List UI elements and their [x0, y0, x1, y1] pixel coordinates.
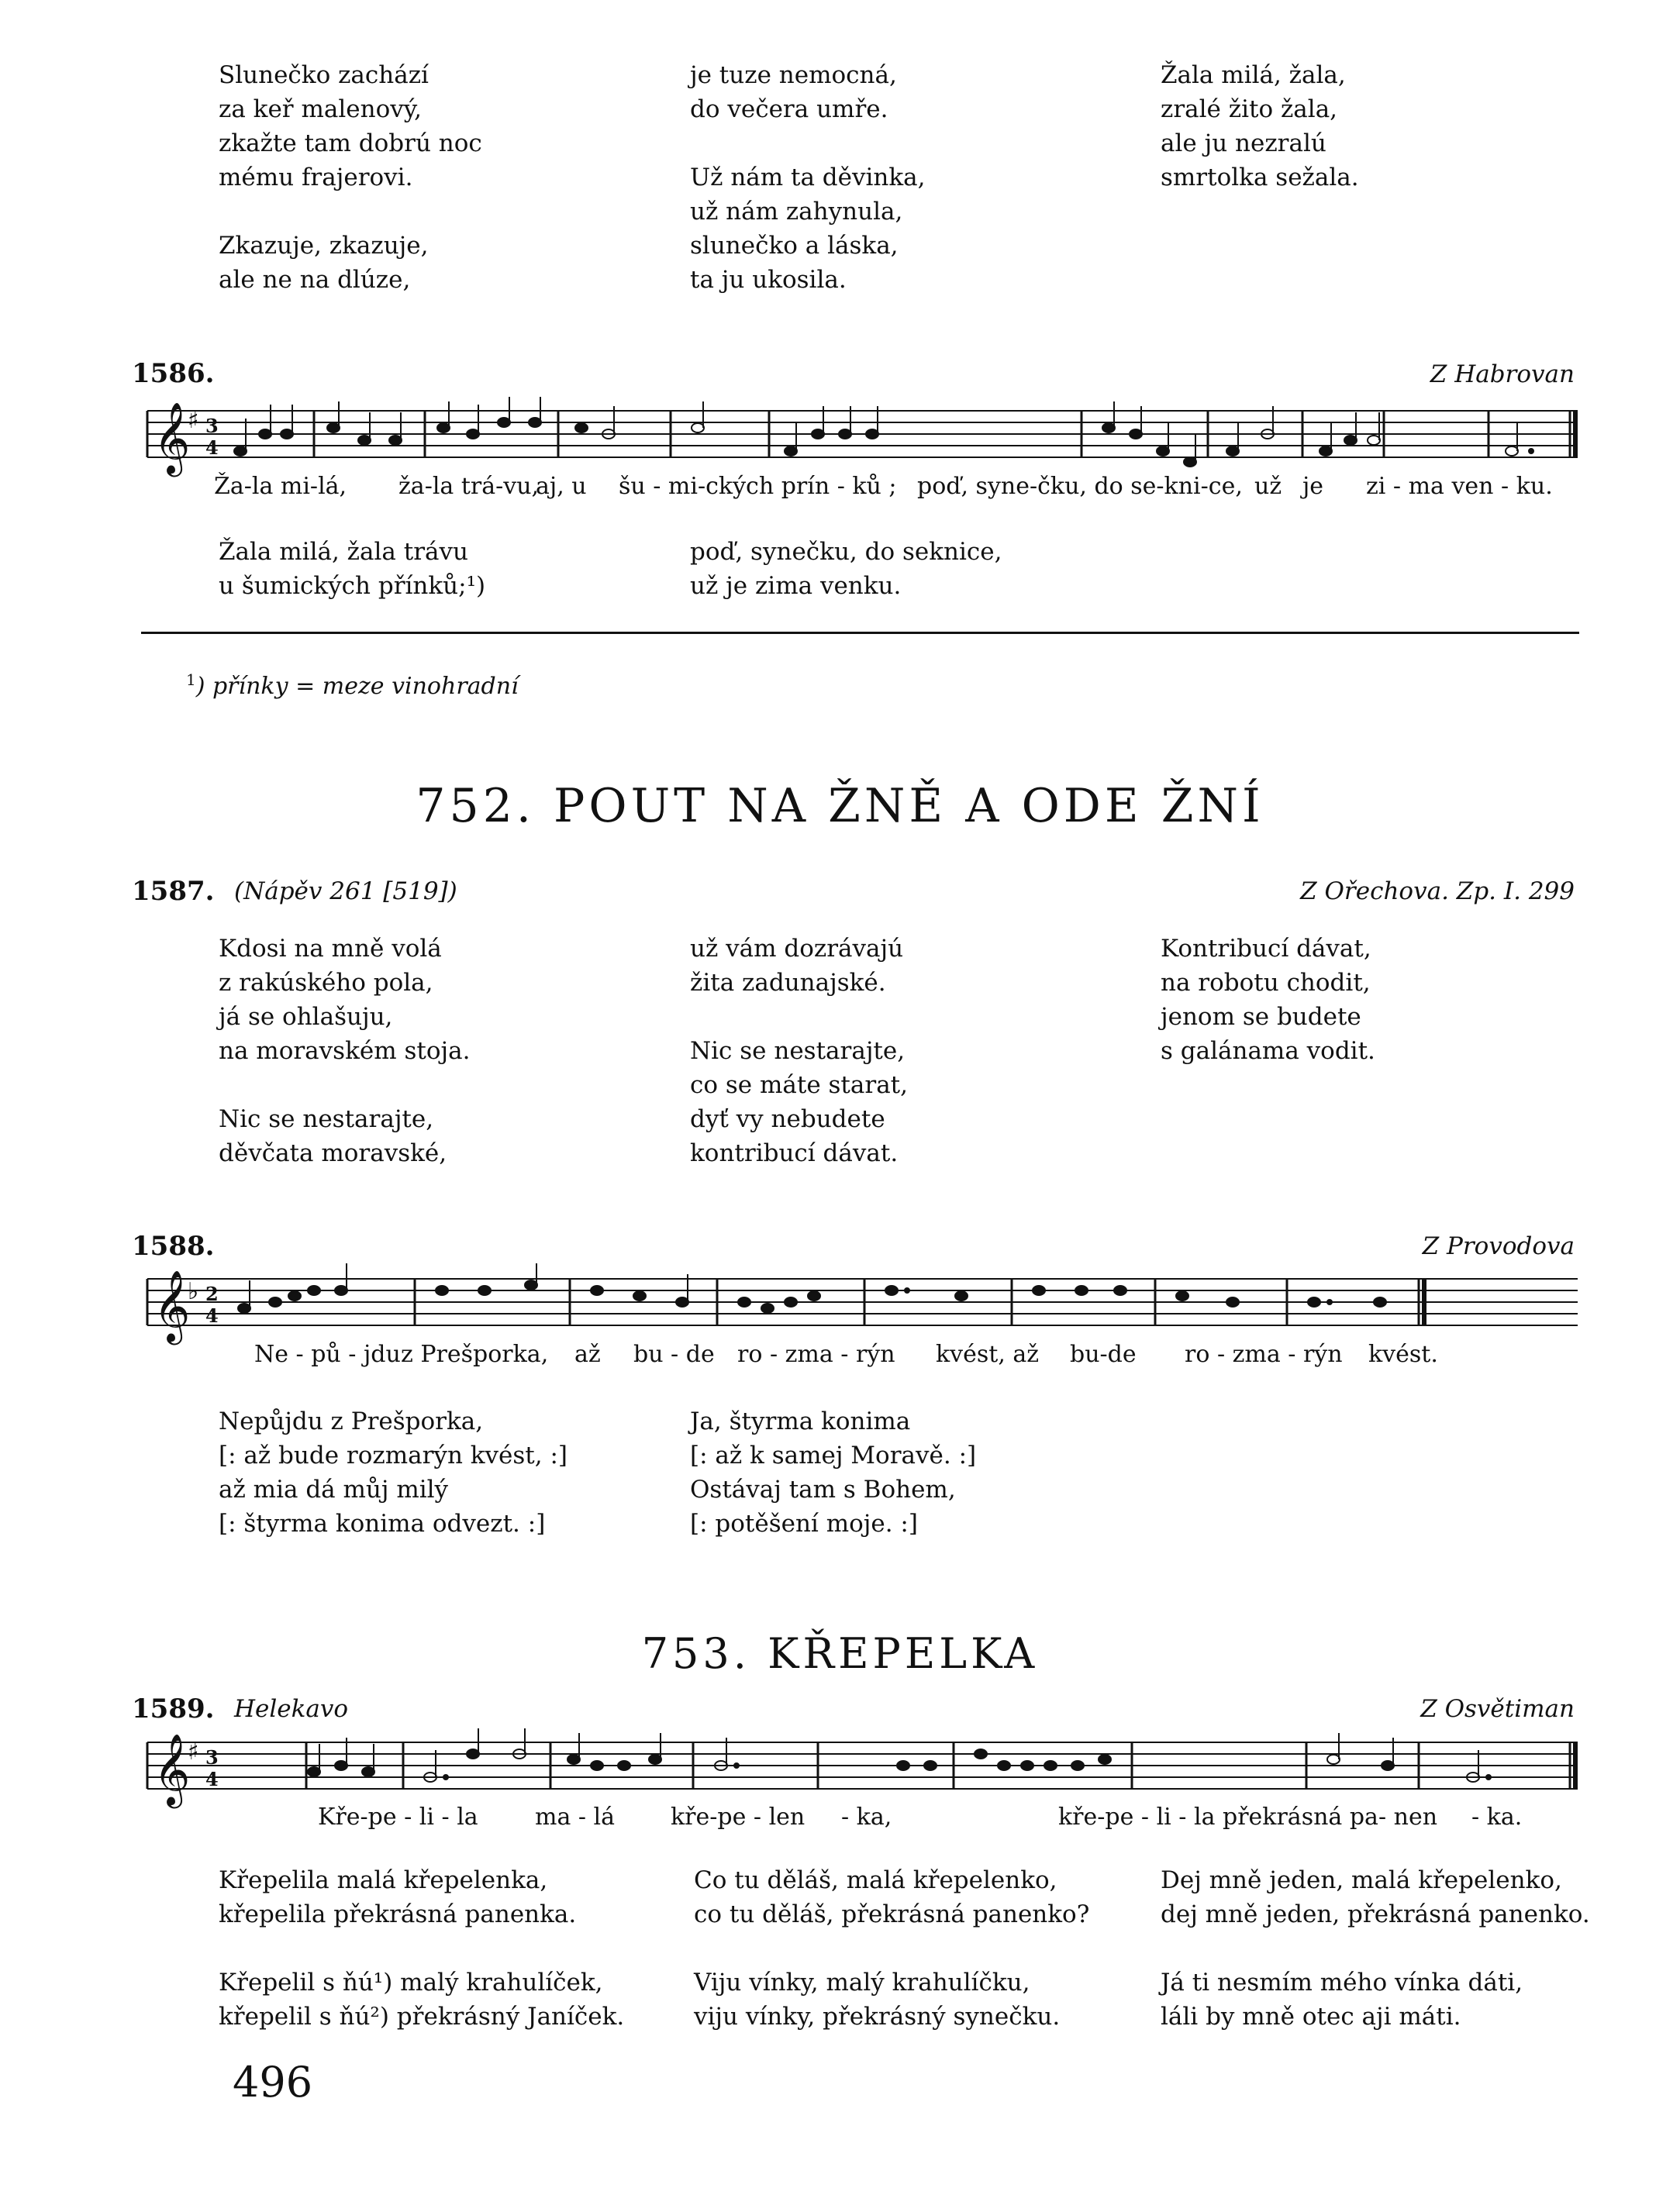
- stanza-1587-col1: [219, 932, 470, 1170]
- song-number-1589: 1589.: [132, 1693, 215, 1724]
- svg-text:𝄞: 𝄞: [154, 401, 191, 474]
- stanza-line: ta ju ukosila.: [690, 266, 847, 294]
- stanza-1587-col2: [690, 932, 908, 1170]
- lyric-syllables: kře-pe - len: [671, 1804, 806, 1831]
- song-place-1586: Z Habrovan: [1430, 360, 1575, 388]
- stanza-line: zkažte tam dobrú noc: [219, 129, 482, 157]
- page-number: 496: [233, 2058, 313, 2107]
- lyrics-1589: [0, 1804, 1680, 1842]
- stanza-line: [: štyrma konima odvezt. :]: [219, 1510, 546, 1538]
- song-place-1587: Z Ořechova. Zp. I. 299: [1300, 877, 1575, 905]
- stanza-line: už je zima venku.: [690, 572, 902, 600]
- lyric-syllables: ro - zma - rýn: [737, 1341, 895, 1368]
- svg-text:♯: ♯: [188, 407, 199, 434]
- lyric-syllables: z Prešporka,: [401, 1341, 549, 1368]
- stanza-line: za keř malenový,: [219, 95, 423, 123]
- stanza-line: Už nám ta děvinka,: [690, 164, 926, 191]
- song-place-1588: Z Provodova: [1422, 1232, 1575, 1260]
- lyric-syllables: zi - ma ven - ku.: [1366, 473, 1553, 500]
- stanza-line: do večera umře.: [690, 95, 888, 123]
- lyric-syllables: šu - mi-ckých prín - ků ;: [619, 473, 897, 500]
- lyric-syllables: aj, u: [536, 473, 587, 500]
- stanza-line: láli by mně otec aji máti.: [1161, 2003, 1461, 2031]
- stanza-line: [: potěšení moje. :]: [690, 1510, 918, 1538]
- stanza-line: na moravském stoja.: [219, 1037, 471, 1065]
- stanza-1588-col2: [690, 1404, 976, 1541]
- stanza-line: co se máte starat,: [690, 1071, 908, 1099]
- stanza-gap: [694, 1931, 1089, 1966]
- stanza-line: dyť vy nebudete: [690, 1105, 885, 1133]
- stanza-line: Křepelila malá křepelenka,: [219, 1866, 548, 1894]
- stanza-line: slunečko a láska,: [690, 232, 899, 260]
- section-title-753: 753. KŘEPELKA: [641, 1629, 1039, 1678]
- stanza-line: Křepelil s ňú¹) malý krahulíček,: [219, 1969, 603, 1997]
- footnote-rule: [141, 632, 1579, 634]
- lyric-syllables: kvést.: [1368, 1341, 1438, 1368]
- stanza-line: Ja, štyrma konima: [690, 1407, 911, 1435]
- stanza-gap: [219, 1931, 624, 1966]
- footnote-text: ) přínky = meze vinohradní: [195, 673, 519, 700]
- stanza-line: Já ti nesmím mého vínka dáti,: [1161, 1969, 1523, 1997]
- stanza-line: Žala milá, žala,: [1161, 61, 1346, 89]
- lyric-syllables: ma - lá: [535, 1804, 616, 1831]
- lyric-syllables: bu - de: [633, 1341, 715, 1368]
- svg-text:4: 4: [205, 1304, 219, 1327]
- song-number-1588: 1588.: [132, 1231, 215, 1262]
- stanza-1587-col3: [1161, 932, 1375, 1068]
- stanza-line: Nic se nestarajte,: [219, 1105, 434, 1133]
- lyrics-1586: [0, 473, 1680, 512]
- stanza-line: [: až k samej Moravě. :]: [690, 1442, 977, 1469]
- stanza-1589-col2: [694, 1863, 1089, 2034]
- stanza-line: dej mně jeden, překrásná panenko.: [1161, 1900, 1590, 1928]
- stanza-line: co tu děláš, překrásná panenko?: [694, 1900, 1090, 1928]
- footnote-marker: 1: [186, 670, 196, 689]
- stanza-gap: [219, 195, 482, 229]
- stanza-line: mému frajerovi.: [219, 164, 413, 191]
- stanza-gap: [219, 1068, 470, 1102]
- stanza-line: Co tu děláš, malá křepelenko,: [694, 1866, 1057, 1894]
- stanza-line: Kdosi na mně volá: [219, 935, 442, 963]
- lyric-syllables: kvést, až: [936, 1341, 1040, 1368]
- stanza-line: žita zadunajské.: [690, 969, 886, 997]
- svg-text:♭: ♭: [188, 1278, 199, 1305]
- stanza-line: z rakúského pola,: [219, 969, 433, 997]
- music-staff-1586: [140, 395, 1582, 481]
- music-staff-1589: [140, 1727, 1582, 1812]
- lyric-syllables: bu-de: [1070, 1341, 1137, 1368]
- svg-text:3: 3: [205, 1746, 219, 1769]
- stanza-line: jenom se budete: [1161, 1003, 1361, 1031]
- svg-text:2: 2: [205, 1283, 219, 1305]
- lyric-syllables: - ka,: [841, 1804, 892, 1831]
- stanza-line: Kontribucí dávat,: [1161, 935, 1371, 963]
- stanza-line: Nepůjdu z Prešporka,: [219, 1407, 484, 1435]
- lyric-syllables: Ne - pů - jdu: [254, 1341, 401, 1368]
- stanza-line: už vám dozrávajú: [690, 935, 904, 963]
- svg-text:𝄞: 𝄞: [154, 1733, 191, 1805]
- lyric-syllables: je: [1302, 473, 1324, 500]
- top-stanza-col3: [1161, 58, 1359, 195]
- stanza-line: Zkazuje, zkazuje,: [219, 232, 429, 260]
- section-title-752: 752. POUT NA ŽNĚ A ODE ŽNÍ: [416, 779, 1264, 833]
- svg-text:♯: ♯: [188, 1738, 199, 1766]
- top-stanza-col2: [690, 58, 926, 297]
- stanza-line: Slunečko zachází: [219, 61, 429, 89]
- stanza-line: děvčata moravské,: [219, 1139, 447, 1167]
- stanza-line: Viju vínky, malý krahulíčku,: [694, 1969, 1030, 1997]
- stanza-1589-col3: [1161, 1863, 1590, 2034]
- stanza-line: s galánama vodit.: [1161, 1037, 1375, 1065]
- lyric-syllables: - nen: [1378, 1804, 1438, 1831]
- lyric-syllables: Kře-pe - li - la: [318, 1804, 478, 1831]
- stanza-line: Žala milá, žala trávu: [219, 538, 468, 566]
- lyric-syllables: ža-la trá-vu,: [398, 473, 540, 500]
- stanza-1589-col1: [219, 1863, 624, 2034]
- stanza-line: Nic se nestarajte,: [690, 1037, 906, 1065]
- song-ref-1589: Helekavo: [234, 1695, 349, 1723]
- stanza-line: je tuze nemocná,: [690, 61, 897, 89]
- lyrics-1588: [0, 1341, 1680, 1380]
- stanza-1586-col1: [219, 535, 485, 603]
- stanza-gap: [1161, 1931, 1590, 1966]
- stanza-line: ale ne na dlúze,: [219, 266, 411, 294]
- lyric-syllables: poď, syne-čku, do se-kni-ce,: [917, 473, 1243, 500]
- svg-text:4: 4: [205, 1768, 219, 1790]
- stanza-line: kontribucí dávat.: [690, 1139, 899, 1167]
- stanza-line: [: až bude rozmarýn kvést, :]: [219, 1442, 568, 1469]
- lyric-syllables: - ka.: [1471, 1804, 1523, 1831]
- song-number-1586: 1586.: [132, 358, 215, 389]
- stanza-gap: [690, 1000, 908, 1034]
- lyric-syllables: už: [1254, 473, 1282, 500]
- stanza-line: až mia dá můj milý: [219, 1476, 449, 1504]
- music-staff-1588: [140, 1263, 1582, 1349]
- stanza-line: už nám zahynula,: [690, 198, 903, 226]
- top-stanza-col1: [219, 58, 482, 297]
- lyric-syllables: ro - zma - rýn: [1185, 1341, 1343, 1368]
- lyric-syllables: kře-pe - li - la překrásná pa: [1058, 1804, 1378, 1831]
- lyric-syllables: Ža-la mi-lá,: [214, 473, 347, 500]
- stanza-1588-col1: [219, 1404, 567, 1541]
- stanza-line: já se ohlašuju,: [219, 1003, 393, 1031]
- stanza-line: křepelil s ňú²) překrásný Janíček.: [219, 2003, 625, 2031]
- song-ref-1587: (Nápěv 261 [519]): [234, 877, 457, 905]
- stanza-1586-col2: [690, 535, 1002, 603]
- song-place-1589: Z Osvětiman: [1420, 1695, 1575, 1723]
- stanza-line: na robotu chodit,: [1161, 969, 1371, 997]
- footnote: [186, 670, 519, 700]
- stanza-line: zralé žito žala,: [1161, 95, 1338, 123]
- song-number-1587: 1587.: [132, 876, 215, 907]
- stanza-line: Dej mně jeden, malá křepelenko,: [1161, 1866, 1562, 1894]
- stanza-line: smrtolka sežala.: [1161, 164, 1359, 191]
- stanza-line: u šumických přínků;¹): [219, 572, 486, 600]
- svg-text:3: 3: [205, 415, 219, 437]
- svg-text:𝄞: 𝄞: [154, 1270, 191, 1342]
- stanza-line: ale ju nezralú: [1161, 129, 1326, 157]
- lyric-syllables: až: [574, 1341, 601, 1368]
- svg-text:4: 4: [205, 436, 219, 459]
- stanza-line: křepelila překrásná panenka.: [219, 1900, 577, 1928]
- stanza-line: poď, synečku, do seknice,: [690, 538, 1002, 566]
- stanza-line: Ostávaj tam s Bohem,: [690, 1476, 956, 1504]
- stanza-line: viju vínky, překrásný synečku.: [694, 2003, 1061, 2031]
- stanza-gap: [690, 126, 926, 160]
